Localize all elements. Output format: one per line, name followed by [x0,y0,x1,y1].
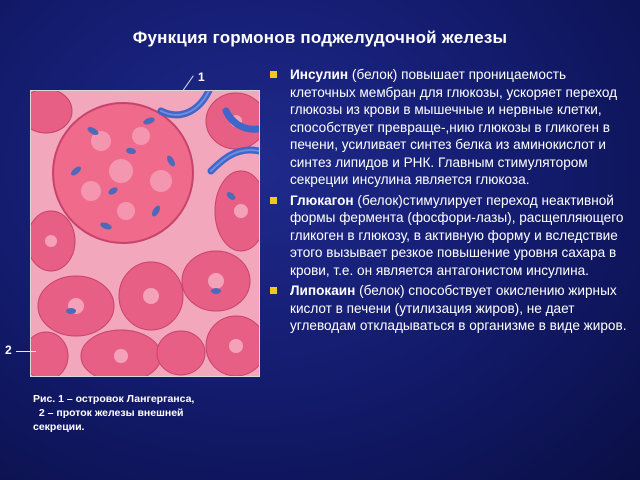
term: Инсулин [290,67,349,82]
caption-line: Рис. 1 – островок Лангерганса, [33,393,195,405]
bullet-icon [270,71,277,78]
description: (белок) повышает проницаемость клеточных мембран для глюкозы, ускоряет переход глюкозы из крови в мышечные и нервные клетки, способствует превраще-,нию глюкозы в гликоген в печени, усиливает синтез белка из аминокислот и синтез липидов и РНК. Главным стимулятором секреции инсулина является глюкоза. [290,67,618,187]
bullet-icon [270,287,277,294]
caption-line: 2 – проток железы внешней [33,407,184,419]
figure-caption [33,392,233,434]
list-item-lipocaine [262,282,628,335]
figure-label-2: 2 [5,343,12,357]
figure-label-2-leader [16,351,36,352]
figure-label-1-leader [183,75,194,90]
description: (белок) способствует окислению жирных кислот в печени (утилизация жиров), не дает углеводам откладываться в организме в виде жиров. [290,283,627,333]
bullet-icon [270,197,277,204]
list-item-glucagon [262,192,628,280]
caption-line: секреции. [33,421,85,433]
list-item-insulin [262,66,628,189]
description: (белок)стимулирует переход неактивной формы фермента (фосфори-лазы), расщепляющего гликоген в глюкозу, в активную форму и вследствие этого вызывает резкое повышение уровня сахара в крови, т.е. он является антагонистом инсулина. [290,192,624,278]
term: Глюкагон [290,192,354,208]
slide-title: Функция гормонов поджелудочной железы [132,28,508,47]
term: Липокаин [290,283,356,298]
figure-label-1: 1 [198,70,205,84]
hormone-list [262,66,628,338]
langerhans-islet-illustration [30,90,260,377]
